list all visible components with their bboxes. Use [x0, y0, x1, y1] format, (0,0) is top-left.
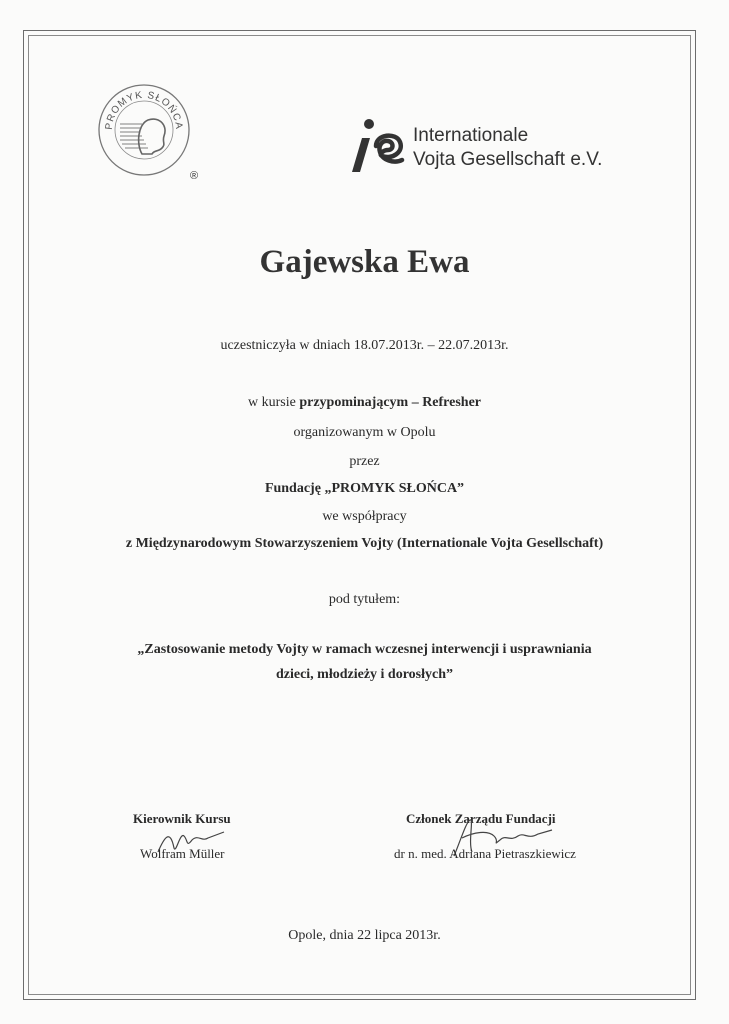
svg-text:PROMYK SŁOŃCA: PROMYK SŁOŃCA — [103, 89, 185, 131]
participation-dates: uczestniczyła w dniach 18.07.2013r. – 22.07.2013r. — [220, 338, 509, 353]
recipient-name: Gajewska Ewa — [259, 244, 470, 280]
foundation-line: Fundację „PROMYK SŁOŃCA” — [264, 481, 465, 496]
place-and-date: Opole, dnia 22 lipca 2013r. — [288, 928, 441, 943]
right-signatory-role: Członek Zarządu Fundacji — [406, 811, 556, 826]
course-name: przypominającym – Refresher — [299, 395, 482, 410]
course-prefix: w kursie — [247, 395, 300, 410]
course-title-line-1: „Zastosowanie metody Vojty w ramach wczesnej interwencji i usprawniania — [137, 642, 592, 657]
left-signatory-role: Kierownik Kursu — [133, 811, 231, 826]
title-intro: pod tytułem: — [328, 592, 401, 607]
ivg-line-1: Internationale — [413, 125, 529, 146]
by-line: przez — [349, 454, 380, 469]
ivg-line-2: Vojta Gesellschaft e.V. — [413, 149, 603, 170]
partner-line: z Międzynarodowym Stowarzyszeniem Vojty (Internationale Vojta Gesellschaft) — [125, 536, 604, 551]
ivg-organization-name — [413, 124, 602, 172]
right-signatory-name: dr n. med. Adriana Pietraszkiewicz — [394, 846, 576, 861]
organized-line: organizowanym w Opolu — [293, 425, 436, 440]
course-title-line-2: dzieci, młodzieży i dorosłych” — [275, 667, 454, 682]
cooperation-line: we współpracy — [322, 509, 407, 524]
promyk-slonca-logo — [98, 84, 190, 176]
left-signatory-name: Wolfram Müller — [140, 846, 225, 861]
course-line — [0, 394, 729, 412]
registered-mark: ® — [190, 170, 199, 182]
